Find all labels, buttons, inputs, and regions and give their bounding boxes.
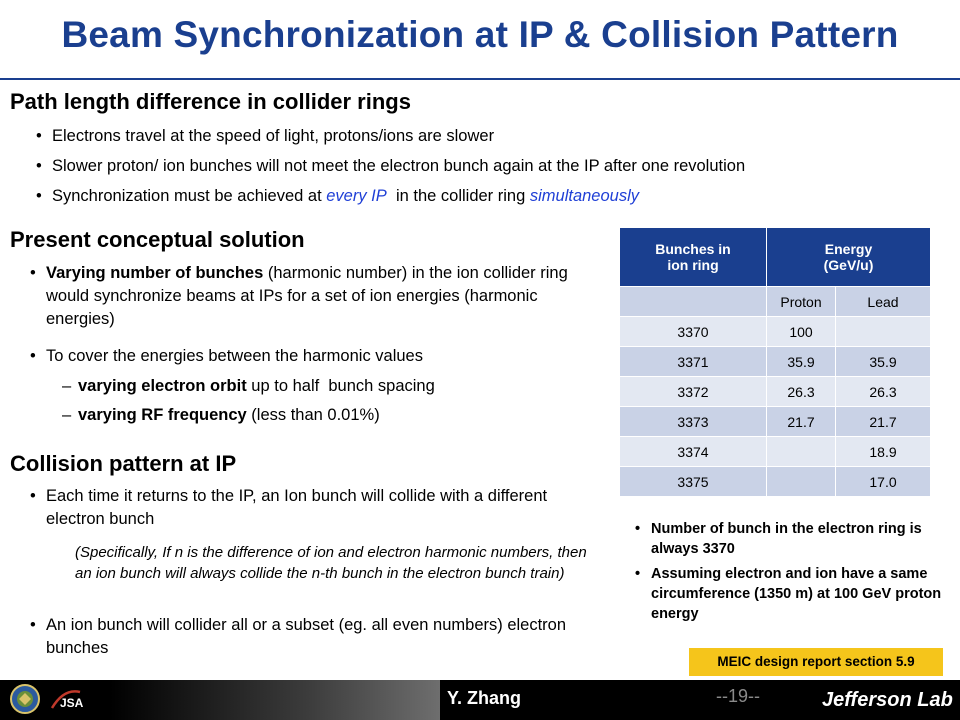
table-cell — [767, 467, 836, 497]
bullet-electrons-speed — [36, 125, 952, 148]
header-energy — [767, 228, 931, 287]
footer-gradient — [110, 680, 440, 720]
header-text: Energy (GeV/u) — [823, 241, 874, 273]
bullet-dot: • — [36, 157, 42, 175]
page-number: --19-- — [716, 686, 760, 706]
bullet-bold-text: Varying number of bunches — [46, 264, 264, 282]
title-bar — [0, 0, 960, 80]
dash-marker: – — [62, 377, 72, 395]
bullet-dot: • — [635, 566, 641, 582]
doe-seal-icon — [10, 684, 40, 714]
table-row — [620, 317, 931, 347]
side-bullet-circumference — [635, 564, 951, 624]
table-header-row — [620, 228, 931, 287]
emphasis-every-ip: every IP — [326, 187, 387, 205]
bullet-cover-energies — [30, 345, 591, 368]
table-cell: 35.9 — [767, 347, 836, 377]
subbullet-rf-frequency — [62, 404, 598, 427]
bullet-each-time — [30, 485, 586, 531]
table-cell — [836, 317, 931, 347]
table-cell: 26.3 — [767, 377, 836, 407]
bullet-varying-bunches — [30, 262, 591, 331]
bullet-text: Assuming electron and ion have a same circumference (1350 m) at 100 GeV proton energy — [651, 566, 942, 622]
bullet-dot: • — [36, 127, 42, 145]
emphasis-simultaneously: simultaneously — [529, 187, 639, 205]
dash-marker: – — [62, 406, 72, 424]
section-heading-path-length: Path length difference in collider rings — [10, 89, 411, 114]
bullet-dot: • — [36, 187, 42, 205]
bullet-text: Each time it returns to the IP, an Ion bunch will collide with a different electron bunch — [46, 487, 548, 528]
table-cell: 35.9 — [836, 347, 931, 377]
table-cell: 17.0 — [836, 467, 931, 497]
table-cell: 3374 — [620, 437, 767, 467]
bullet-dot: • — [30, 487, 36, 505]
bullet-text: Synchronization must be achieved at — [52, 187, 327, 205]
table-row — [620, 467, 931, 497]
side-bullet-electron-ring — [635, 519, 951, 559]
section-heading-conceptual-solution: Present conceptual solution — [10, 227, 305, 252]
bullet-text: (harmonic number) in the ion collider ring would synchronize beams at IPs for a set of ion energies (harmonic energies) — [46, 264, 568, 328]
section-heading-collision-pattern: Collision pattern at IP — [10, 451, 237, 476]
bunches-energy-table — [619, 227, 931, 497]
bullet-text: Number of bunch in the electron ring is always 3370 — [651, 521, 922, 557]
bullet-bold-text: varying electron orbit — [78, 377, 247, 395]
table-cell: 18.9 — [836, 437, 931, 467]
bullet-text: To cover the energies between the harmonic values — [46, 347, 423, 365]
table-row — [620, 377, 931, 407]
table-cell: 3372 — [620, 377, 767, 407]
table-cell: 100 — [767, 317, 836, 347]
jefferson-lab-logo: Jefferson Lab — [822, 689, 953, 711]
design-report-reference: MEIC design report section 5.9 — [689, 648, 943, 676]
bullet-synchronization — [36, 185, 952, 208]
jsa-logo-icon — [50, 686, 94, 714]
table-row — [620, 407, 931, 437]
bullet-text: up to half bunch spacing — [246, 377, 435, 395]
bullet-dot: • — [30, 616, 36, 634]
table-cell: 3373 — [620, 407, 767, 437]
table-cell: 3375 — [620, 467, 767, 497]
table-row — [620, 347, 931, 377]
bullet-dot: • — [30, 264, 36, 282]
speaker-name: Y. Zhang — [447, 688, 522, 708]
bullet-text: (less than 0.01%) — [246, 406, 380, 424]
note-specifically: (Specifically, If n is the difference of ion and electron harmonic numbers, then an ion bunch will always collide the n-th bunch in the electron bunch train) — [75, 544, 587, 582]
bullet-bold-text: varying RF frequency — [78, 406, 247, 424]
table-cell: 21.7 — [836, 407, 931, 437]
table-subheader-row — [620, 287, 931, 317]
table-cell — [767, 437, 836, 467]
table-cell: 3370 — [620, 317, 767, 347]
jsa-logo-text: JSA — [60, 696, 84, 710]
bullet-text: in the collider ring — [386, 187, 530, 205]
bullet-dot: • — [30, 347, 36, 365]
bullet-slower-bunches — [36, 155, 957, 178]
table-cell — [620, 287, 767, 317]
bullet-text: Electrons travel at the speed of light, protons/ions are slower — [52, 127, 495, 145]
subbullet-electron-orbit — [62, 375, 598, 398]
bullet-text: Slower proton/ ion bunches will not meet the electron bunch again at the IP after one revolution — [52, 157, 746, 175]
header-text: Bunches in ion ring — [655, 241, 731, 273]
subheader-lead: Lead — [836, 287, 931, 317]
slide-title: Beam Synchronization at IP & Collision Pattern — [61, 14, 899, 55]
subheader-proton: Proton — [767, 287, 836, 317]
bullet-text: An ion bunch will collider all or a subset (eg. all even numbers) electron bunches — [46, 616, 567, 657]
bullet-dot: • — [635, 521, 641, 537]
header-bunches — [620, 228, 767, 287]
bullet-ion-bunch-collide — [30, 614, 576, 660]
table-cell: 3371 — [620, 347, 767, 377]
table-cell: 26.3 — [836, 377, 931, 407]
table-row — [620, 437, 931, 467]
table-cell: 21.7 — [767, 407, 836, 437]
